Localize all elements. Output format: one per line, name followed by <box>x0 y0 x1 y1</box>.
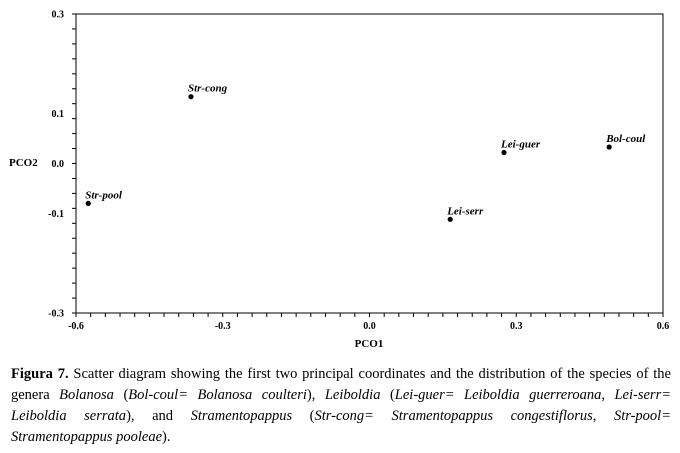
data-point-label: Str-cong <box>187 82 228 95</box>
caption-italic-text: Str-pool= Stramentopappus pooleae <box>11 408 671 445</box>
caption-text: ( <box>292 408 315 424</box>
caption-italic-text: Leiboldia <box>324 387 381 403</box>
caption-text: ), and <box>126 408 191 424</box>
x-axis <box>68 313 669 332</box>
x-tick-label: 0.3 <box>510 321 523 332</box>
y-tick-label: -0.3 <box>48 308 64 320</box>
data-point-label: Bol-coul <box>606 133 646 146</box>
data-point <box>188 94 193 99</box>
caption-text: ( <box>113 387 129 403</box>
caption-italic-text: Lei-serr= Leiboldia serrata <box>11 387 671 424</box>
x-tick-label: 0.0 <box>363 321 376 332</box>
y-tick-label: 0.0 <box>51 159 64 170</box>
x-axis-title: PCO1 <box>354 338 384 350</box>
caption-text: ). <box>162 429 171 445</box>
caption-italic-text: Bolanosa <box>59 387 114 403</box>
y-tick-label: 0.3 <box>51 9 64 21</box>
y-axis-title: PCO2 <box>9 157 38 169</box>
data-point-label: Str-pool <box>85 189 122 202</box>
y-tick-label: 0.1 <box>51 109 64 121</box>
x-tick-label: 0.6 <box>656 321 670 332</box>
caption-text: ( <box>380 387 395 403</box>
caption-italic-text: Lei-guer= Leiboldia guerreroana <box>394 387 602 403</box>
x-tick-label: -0.6 <box>68 321 84 332</box>
data-point-label: Lei-guer <box>501 138 541 151</box>
caption-text: , <box>601 387 615 403</box>
caption-text: , <box>592 408 614 424</box>
y-axis <box>48 10 76 320</box>
caption-text: ), <box>306 387 325 403</box>
data-point <box>607 144 612 149</box>
caption-text: Scatter diagram showing the first two principal coordinates and the distribution of the species of the genera <box>11 366 671 403</box>
figure-caption <box>11 364 671 448</box>
data-point <box>448 217 453 222</box>
data-point <box>86 201 91 206</box>
caption-italic-text: Bol-coul= Bolanosa coulteri <box>128 387 307 403</box>
caption-label: Figura 7. <box>11 366 69 382</box>
data-point-label: Lei-serr <box>447 205 484 218</box>
x-tick-label: -0.3 <box>214 321 231 332</box>
plot-frame <box>76 14 663 313</box>
data-point <box>501 150 506 155</box>
y-tick-label: -0.1 <box>48 208 64 220</box>
caption-italic-text: Stramentopappus <box>190 408 293 424</box>
data-points <box>85 83 646 222</box>
caption-italic-text: Str-cong= Stramentopappus congestiflorus <box>314 408 593 424</box>
